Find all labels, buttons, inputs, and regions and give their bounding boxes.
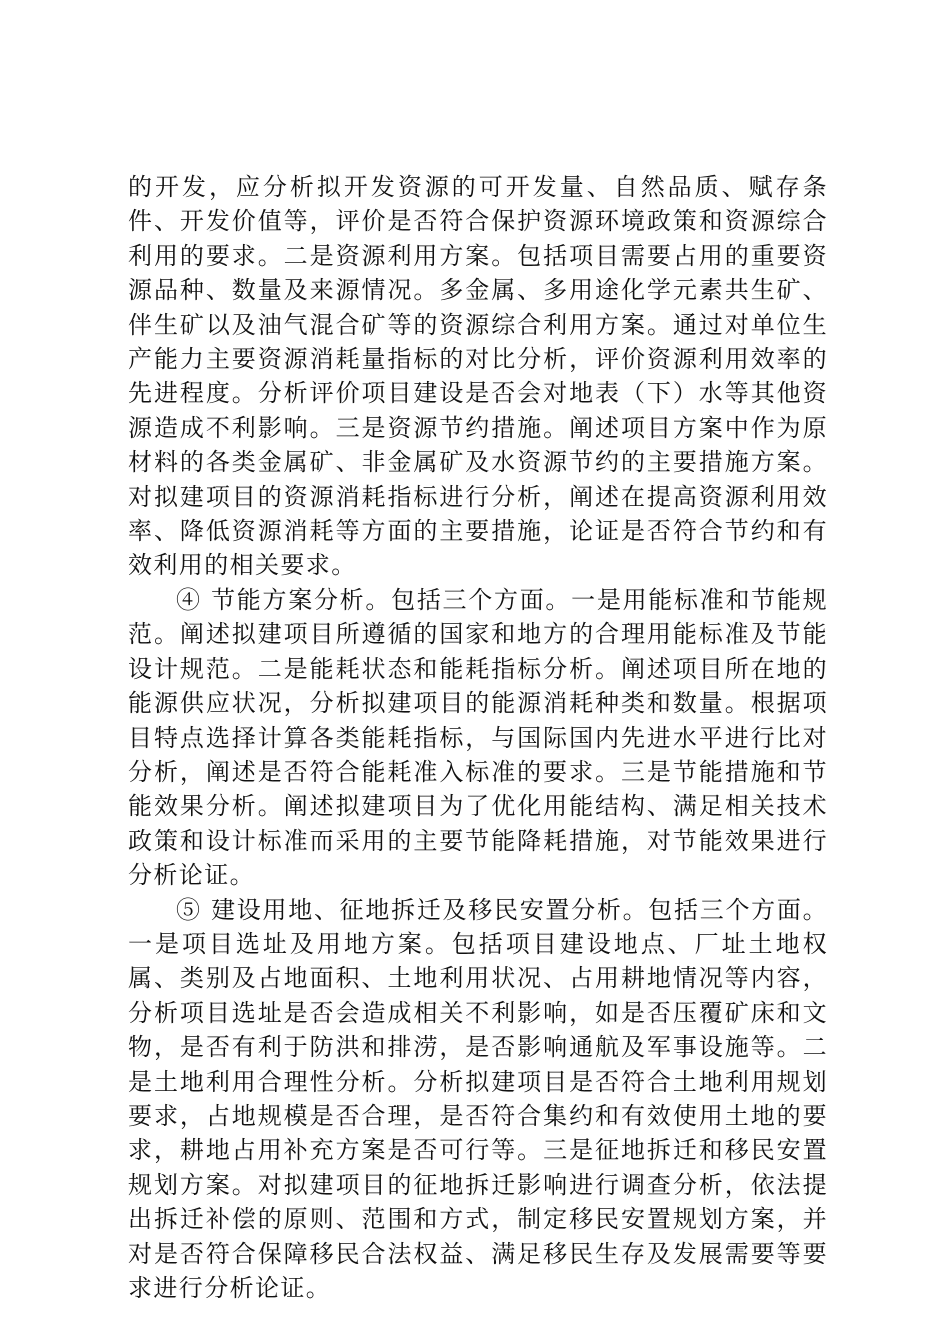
document-body: [128, 170, 828, 1305]
paragraph-land-use: ⑤ 建设用地、征地拆迁及移民安置分析。包括三个方面。一是项目选址及用地方案。包括项目建设地点、厂址土地权属、类别及占地面积、土地利用状况、占用耕地情况等内容，分析项目选址是否会造成相关不利影响，如是否压覆矿床和文物，是否有利于防洪和排涝，是否影响通航及军事设施等。二是土地利用合理性分析。分析拟建项目是否符合土地利用规划要求，占地规模是否合理，是否符合集约和有效使用土地的要求，耕地占用补充方案是否可行等。三是征地拆迁和移民安置规划方案。对拟建项目的征地拆迁影响进行调查分析，依法提出拆迁补偿的原则、范围和方式，制定移民安置规划方案，并对是否符合保障移民合法权益、满足移民生存及发展需要等要求进行分析论证。: [128, 895, 828, 1302]
paragraph-energy-saving: ④ 节能方案分析。包括三个方面。一是用能标准和节能规范。阐述拟建项目所遵循的国家和地方的合理用能标准及节能设计规范。二是能耗状态和能耗指标分析。阐述项目所在地的能源供应状况，分析拟建项目的能源消耗种类和数量。根据项目特点选择计算各类能耗指标，与国际国内先进水平进行比对分析，阐述是否符合能耗准入标准的要求。三是节能措施和节能效果分析。阐述拟建项目为了优化用能结构、满足相关技术政策和设计标准而采用的主要节能降耗措施，对节能效果进行分析论证。: [128, 585, 828, 890]
paragraph-resource-utilization: 的开发，应分析拟开发资源的可开发量、自然品质、赋存条件、开发价值等，评价是否符合保护资源环境政策和资源综合利用的要求。二是资源利用方案。包括项目需要占用的重要资源品种、数量及来源情况。多金属、多用途化学元素共生矿、伴生矿以及油气混合矿等的资源综合利用方案。通过对单位生产能力主要资源消耗量指标的对比分析，评价资源利用效率的先进程度。分析评价项目建设是否会对地表（下）水等其他资源造成不利影响。三是资源节约措施。阐述项目方案中作为原材料的各类金属矿、非金属矿及水资源节约的主要措施方案。对拟建项目的资源消耗指标进行分析，阐述在提高资源利用效率、降低资源消耗等方面的主要措施，论证是否符合节约和有效利用的相关要求。: [128, 173, 828, 580]
